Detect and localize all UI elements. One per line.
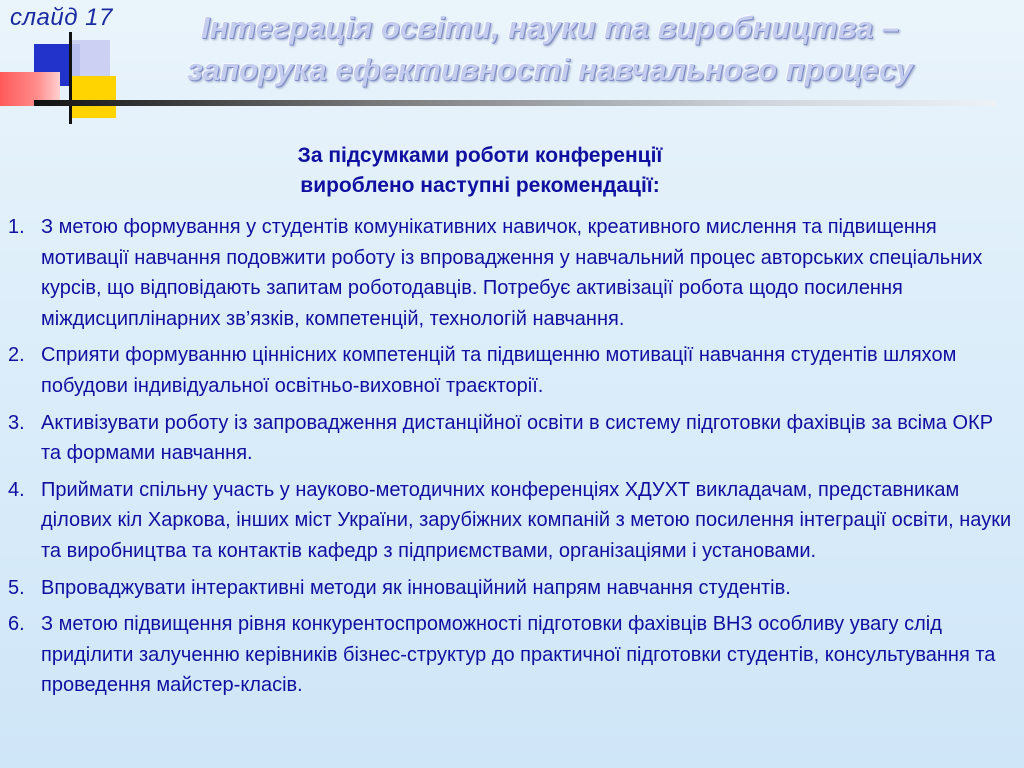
recommendation-number: 3. <box>8 411 25 434</box>
recommendation-number: 1. <box>8 216 25 238</box>
recommendation-item <box>8 340 1018 401</box>
recommendation-text: Сприяти формуванню ціннісних компетенцій та підвищенню мотивації навчання студентів шляхом побудови індивідуальної освітньо-виховної траєкторії. <box>41 344 957 397</box>
recommendation-item <box>8 609 1018 701</box>
recommendation-number: 2. <box>8 344 25 367</box>
recommendation-item <box>8 408 1018 469</box>
recommendation-item <box>8 475 1018 567</box>
logo-yellow-square <box>72 76 116 118</box>
recommendation-item <box>8 573 1018 604</box>
recommendations-list <box>8 212 1018 707</box>
recommendation-item <box>8 212 1018 334</box>
logo-lavender-square <box>72 40 110 78</box>
slide-number: слайд 17 <box>10 4 113 31</box>
logo-vertical-line <box>69 32 72 124</box>
recommendation-number: 5. <box>8 576 25 599</box>
title-divider <box>34 100 996 106</box>
recommendation-text: Впроваджувати інтерактивні методи як інноваційний напрям навчання студентів. <box>41 576 791 599</box>
recommendation-number: 4. <box>8 478 25 501</box>
recommendation-text: З метою підвищення рівня конкурентоспроможності підготовки фахівців ВНЗ особливу увагу слід приділити залученню керівників бізнес-структур до практичної підготовки студентів, консультування та проведення майстер-класів. <box>41 613 996 697</box>
slide-title-line-2: запорука ефективності навчального процесу <box>186 52 914 87</box>
recommendation-text: Приймати спільну участь у науково-методичних конференціях ХДУХТ викладачам, представникам ділових кіл Харкова, інших міст України, зарубіжних компаній з метою посилення інтеграції освіти, науки та виробництва та контактів кафедр з підприємствами, організаціями і установами. <box>41 478 1012 562</box>
section-heading-line-1: За підсумками роботи конференції <box>297 144 663 167</box>
section-heading-line-2: вироблено наступні рекомендації: <box>300 174 660 197</box>
recommendation-text: З метою формування у студентів комунікативних навичок, креативного мислення та підвищення мотивації навчання подовжити роботу із впровадження у навчальний процес авторських спеціальних курсів, що відповідають запитам роботодавців. Потребує активізації робота щодо посилення міждисциплінарних зв’язків, компетенцій, технологій навчання. <box>41 216 983 330</box>
section-heading <box>200 141 760 201</box>
recommendation-number: 6. <box>8 613 25 636</box>
slide-title-line-1: Інтеграція освіти, науки та виробництва – <box>200 10 900 45</box>
recommendation-text: Активізувати роботу із запровадження дистанційної освіти в систему підготовки фахівців за всіма ОКР та формами навчання. <box>41 411 994 465</box>
